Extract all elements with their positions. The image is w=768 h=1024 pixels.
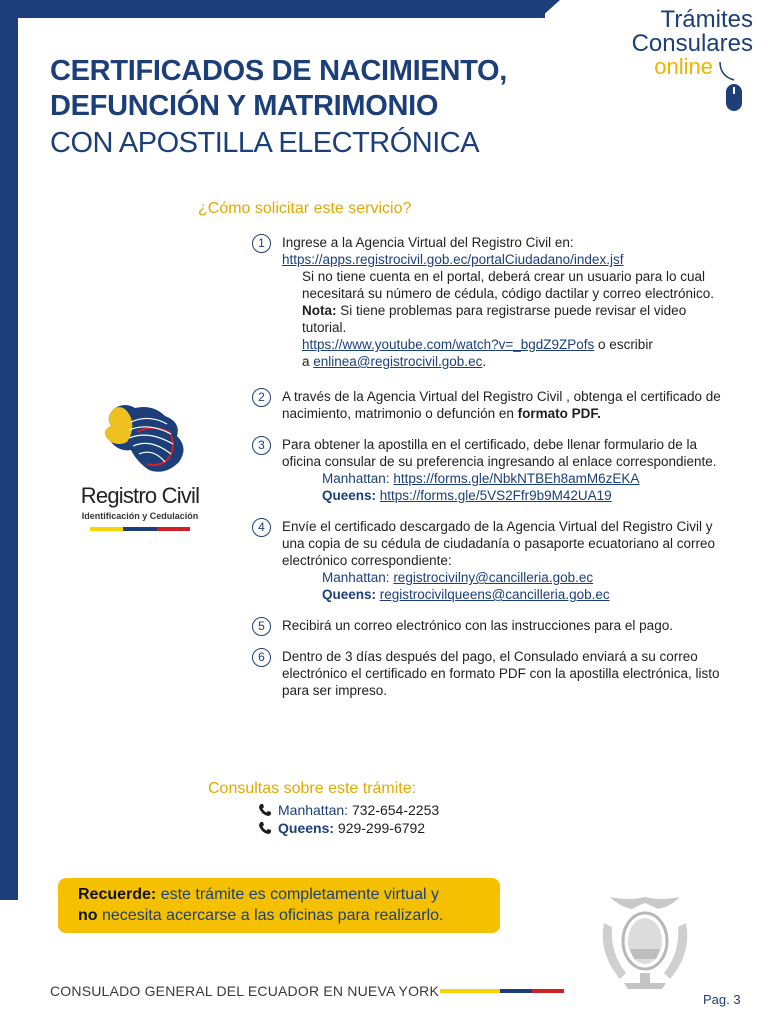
mouse-icon	[718, 62, 748, 122]
ecuador-coat-of-arms	[590, 893, 700, 993]
reminder-no: no	[78, 907, 98, 924]
step-number: 6	[252, 648, 271, 667]
brand-line-2: Consulares	[631, 30, 753, 57]
step-2	[252, 388, 722, 422]
manhattan-email-row	[282, 569, 722, 586]
manhattan-form-link[interactable]: https://forms.gle/NbkNTBEh8amM6zEKA	[393, 471, 640, 486]
reminder-text-1: este trámite es completamente virtual y	[160, 886, 440, 903]
step-text: Para obtener la apostilla en el certificado, debe llenar formulario de la oficina consular de su preferencia ingresando al enlace correspondiente.	[282, 437, 717, 469]
manhattan-label: Manhattan:	[322, 570, 390, 585]
title-line-1: CERTIFICADOS DE NACIMIENTO,	[50, 55, 507, 87]
step-number: 3	[252, 436, 271, 455]
a-text: a	[302, 354, 310, 369]
step-3	[252, 436, 722, 504]
note-text: Si no tiene cuenta en el portal, deberá crear un usuario para lo cual necesitará su número de cédula, código dactilar y correo electrónico.	[302, 269, 714, 301]
queens-form-row	[282, 487, 722, 504]
footer-flag-bar	[440, 989, 564, 993]
step-text: Dentro de 3 días después del pago, el Consulado enviará a su correo electrónico el certificado en formato PDF con la apostilla electrónica, listo para ser impreso.	[282, 649, 720, 698]
step-1	[252, 234, 722, 370]
manhattan-email-link[interactable]: registrocivilny@cancilleria.gob.ec	[393, 570, 594, 585]
phone-list	[258, 801, 439, 837]
title-line-2: DEFUNCIÓN Y MATRIMONIO	[50, 90, 439, 122]
queens-email-link[interactable]: registrocivilqueens@cancilleria.gob.ec	[379, 587, 610, 602]
step-text: Envíe el certificado descargado de la Agencia Virtual del Registro Civil y una copia de su cédula de ciudadanía o pasaporte ecuatoriano al correo electrónico correspondiente:	[282, 519, 716, 568]
fingerprint-logo	[85, 402, 195, 478]
reminder-box	[58, 878, 500, 933]
step-2-text: A través de la Agencia Virtual del Registro Civil , obtenga el certificado de nacimiento, matrimonio o defunción en	[282, 389, 721, 421]
phone-icon	[258, 803, 272, 817]
registro-civil-logo	[70, 402, 210, 531]
footer-consulate: CONSULADO GENERAL DEL ECUADOR EN NUEVA YORK	[50, 983, 440, 999]
reminder-label: Recuerde:	[78, 886, 157, 903]
manhattan-form-row	[282, 470, 722, 487]
logo-name: Registro Civil	[80, 483, 200, 508]
queens-phone-row	[258, 819, 439, 837]
note-text-2: Si tiene problemas para registrarse puede revisar el video tutorial.	[302, 303, 687, 335]
step-1-note	[282, 268, 722, 370]
step-text	[282, 388, 722, 422]
page-title	[50, 54, 507, 162]
brand-line-1: Trámites	[660, 6, 753, 33]
consult-title: Consultas sobre este trámite:	[208, 780, 417, 797]
step-number: 5	[252, 617, 271, 636]
brand-line-3: online	[654, 54, 713, 79]
note-label: Nota:	[302, 303, 337, 318]
queens-email-row	[282, 586, 722, 603]
manhattan-phone[interactable]: 732-654-2253	[351, 802, 440, 818]
reminder-text-2: necesita acercarse a las oficinas para realizarlo.	[102, 907, 444, 924]
video-tutorial-link[interactable]: https://www.youtube.com/watch?v=_bgdZ9ZPofs	[302, 337, 595, 352]
portal-link[interactable]: https://apps.registrocivil.gob.ec/portalCiudadano/index.jsf	[282, 252, 624, 267]
page-number: Pag. 3	[703, 992, 741, 1007]
manhattan-label: Manhattan:	[322, 471, 390, 486]
or-write-text: o escribir	[598, 337, 653, 352]
step-4	[252, 518, 722, 603]
queens-form-link[interactable]: https://forms.gle/5VS2Ffr9b9M42UA19	[379, 488, 612, 503]
logo-flag-bar	[90, 527, 190, 531]
logo-subtitle: Identificación y Cedulación	[81, 511, 199, 521]
queens-label: Queens:	[322, 488, 377, 503]
step-number: 2	[252, 388, 271, 407]
step-text: Recibirá un correo electrónico con las instrucciones para el pago.	[282, 618, 673, 633]
queens-label: Queens:	[278, 820, 335, 836]
step-2-format: formato PDF.	[517, 406, 601, 421]
queens-label: Queens:	[322, 587, 377, 602]
manhattan-label: Manhattan:	[278, 802, 349, 818]
enlinea-email-link[interactable]: enlinea@registrocivil.gob.ec	[313, 354, 483, 369]
phone-icon	[258, 821, 272, 835]
step-text: Ingrese a la Agencia Virtual del Registro Civil en:	[282, 235, 574, 250]
steps-list	[252, 234, 722, 699]
queens-phone[interactable]: 929-299-6792	[337, 820, 426, 836]
section-question: ¿Cómo solicitar este servicio?	[198, 200, 412, 217]
step-number: 4	[252, 518, 271, 537]
manhattan-phone-row	[258, 801, 439, 819]
step-5	[252, 617, 722, 634]
period-text: .	[482, 354, 487, 369]
step-number: 1	[252, 234, 271, 253]
title-line-3: CON APOSTILLA ELECTRÓNICA	[50, 127, 480, 159]
step-6	[252, 648, 722, 699]
